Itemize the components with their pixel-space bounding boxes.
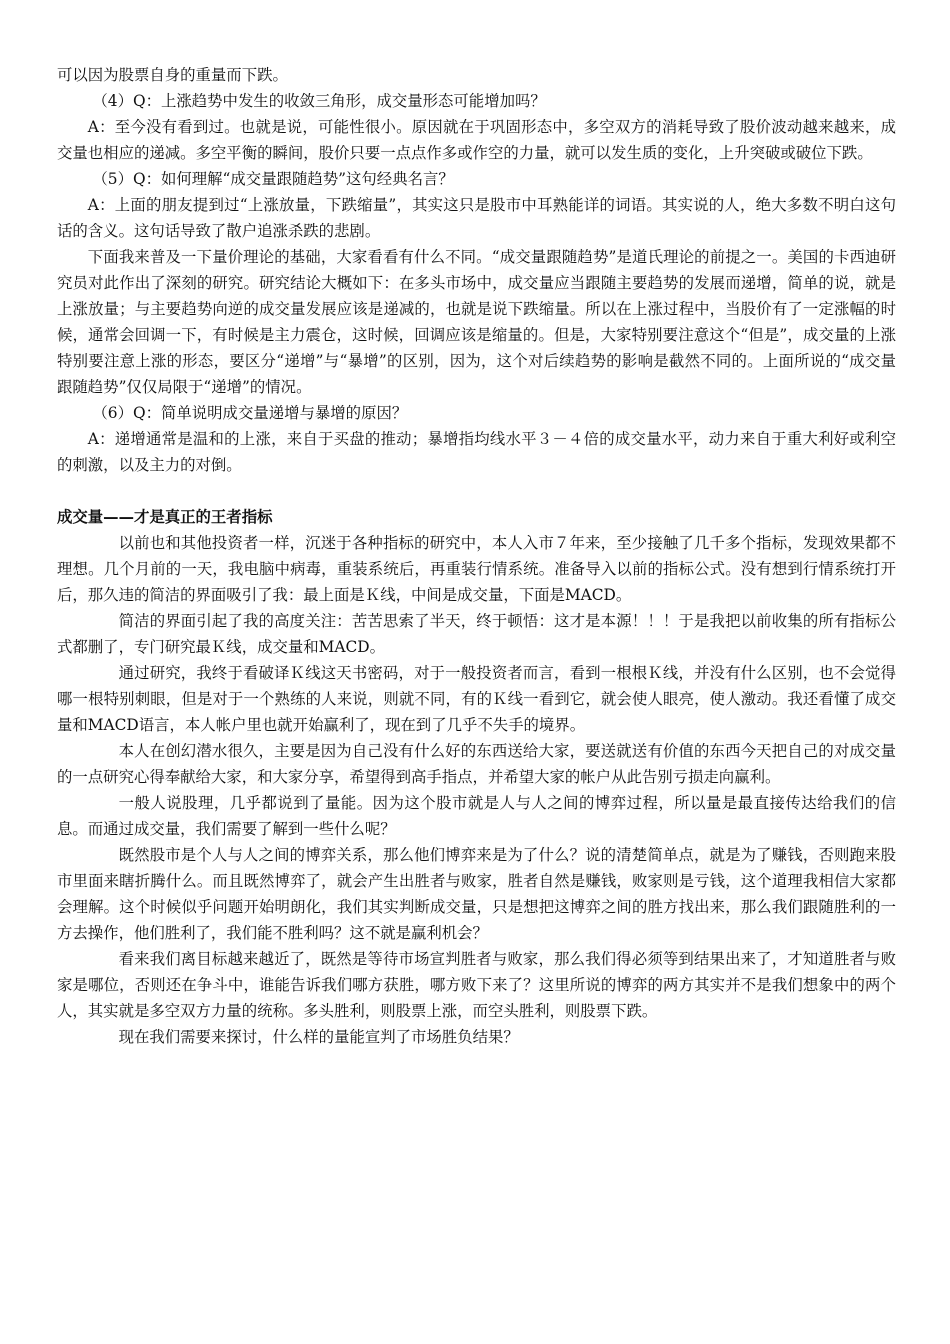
paragraph-continuation: 可以因为股票自身的重量而下跌。 bbox=[57, 66, 288, 84]
body-paragraph: 看来我们离目标越来越近了，既然是等待市场宣判胜者与败家，那么我们得必须等到结果出来了，才知道胜者与败家是哪位，否则还在争斗中，谁能告诉我们哪方获胜，哪方败下来了？这里所说的博弈的两方其实并不是我们想象中的两个人，其实就是多空双方力量的统称。多头胜利，则股票上涨，而空头胜利，则股票下跌。 bbox=[57, 950, 896, 1020]
body-paragraph: 简洁的界面引起了我的高度关注：苦苦思索了半天，终于顿悟：这才是本源！！！于是我把以前收集的所有指标公式都删了，专门研究最Ｋ线，成交量和MACD。 bbox=[57, 612, 896, 656]
section-spacer bbox=[57, 478, 896, 504]
answer-6: A：递增通常是温和的上涨，来自于买盘的推动；暴增指均线水平３－４倍的成交量水平，动力来自于重大利好或利空的刺激，以及主力的对倒。 bbox=[57, 430, 896, 474]
answer-4: A：至今没有看到过。也就是说，可能性很小。原因就在于巩固形态中，多空双方的消耗导致了股价波动越来越来，成交量也相应的递减。多空平衡的瞬间，股价只要一点点作多或作空的力量，就可以发生质的变化，上升突破或破位下跌。 bbox=[57, 118, 896, 162]
body-paragraph: 一般人说股理，几乎都说到了量能。因为这个股市就是人与人之间的博弈过程，所以量是最直接传达给我们的信息。而通过成交量，我们需要了解到一些什么呢？ bbox=[57, 794, 896, 838]
question-5: （5）Q：如何理解“成交量跟随趋势”这句经典名言？ bbox=[92, 170, 454, 188]
section-heading: 成交量——才是真正的王者指标 bbox=[57, 508, 273, 526]
body-paragraph: 通过研究，我终于看破译Ｋ线这天书密码，对于一般投资者而言，看到一根根Ｋ线，并没有什么区别，也不会觉得哪一根特别刺眼，但是对于一个熟练的人来说，则就不同，有的Ｋ线一看到它，就会使人眼亮，使人激动。我还看懂了成交量和MACD语言，本人帐户里也就开始赢利了，现在到了几乎不失手的境界。 bbox=[57, 664, 896, 734]
question-6: （6）Q：简单说明成交量递增与暴增的原因？ bbox=[92, 404, 408, 422]
body-paragraph: 既然股市是个人与人之间的博弈关系，那么他们博弈来是为了什么？说的清楚简单点，就是为了赚钱，否则跑来股市里面来瞎折腾什么。而且既然博弈了，就会产生出胜者与败家，胜者自然是赚钱，败家则是亏钱，这个道理我相信大家都会理解。这个时候似乎问题开始明朗化，我们其实判断成交量，只是想把这博弈之间的胜方找出来，那么我们跟随胜利的一方去操作，他们胜利了，我们能不胜利吗？这不就是赢利机会？ bbox=[57, 846, 896, 942]
paragraph-volume-price-theory: 下面我来普及一下量价理论的基础，大家看看有什么不同。“成交量跟随趋势”是道氏理论的前提之一。美国的卡西迪研究员对此作出了深刻的研究。研究结论大概如下：在多头市场中，成交量应当跟随主要趋势的发展而递增，简单的说，就是上涨放量；与主要趋势向逆的成交量发展应该是递减的，也就是说下跌缩量。所以在上涨过程中，当股价有了一定涨幅的时候，通常会回调一下，有时候是主力震仓，这时候，回调应该是缩量的。但是，大家特别要注意这个“但是”，成交量的上涨特别要注意上涨的形态，要区分“递增”与“暴增”的区别，因为，这个对后续趋势的影响是截然不同的。上面所说的“成交量跟随趋势”仅仅局限于“递增”的情况。 bbox=[57, 248, 896, 396]
body-paragraph: 现在我们需要来探讨，什么样的量能宣判了市场胜负结果？ bbox=[118, 1028, 519, 1046]
question-4: （4）Q：上涨趋势中发生的收敛三角形，成交量形态可能增加吗？ bbox=[92, 92, 546, 110]
answer-5: A：上面的朋友提到过“上涨放量，下跌缩量”，其实这只是股市中耳熟能详的词语。其实说的人，绝大多数不明白这句话的含义。这句话导致了散户追涨杀跌的悲剧。 bbox=[57, 196, 896, 240]
body-paragraph: 本人在创幻潜水很久，主要是因为自己没有什么好的东西送给大家，要送就送有价值的东西今天把自己的对成交量的一点研究心得奉献给大家，和大家分享，希望得到高手指点，并希望大家的帐户从此告别亏损走向赢利。 bbox=[57, 742, 896, 786]
body-paragraph: 以前也和其他投资者一样，沉迷于各种指标的研究中，本人入市７年来，至少接触了几千多个指标，发现效果都不理想。几个月前的一天，我电脑中病毒，重装系统后，再重装行情系统。准备导入以前的指标公式。没有想到行情系统打开后，那久违的简洁的界面吸引了我：最上面是Ｋ线，中间是成交量，下面是MACD。 bbox=[57, 534, 896, 604]
